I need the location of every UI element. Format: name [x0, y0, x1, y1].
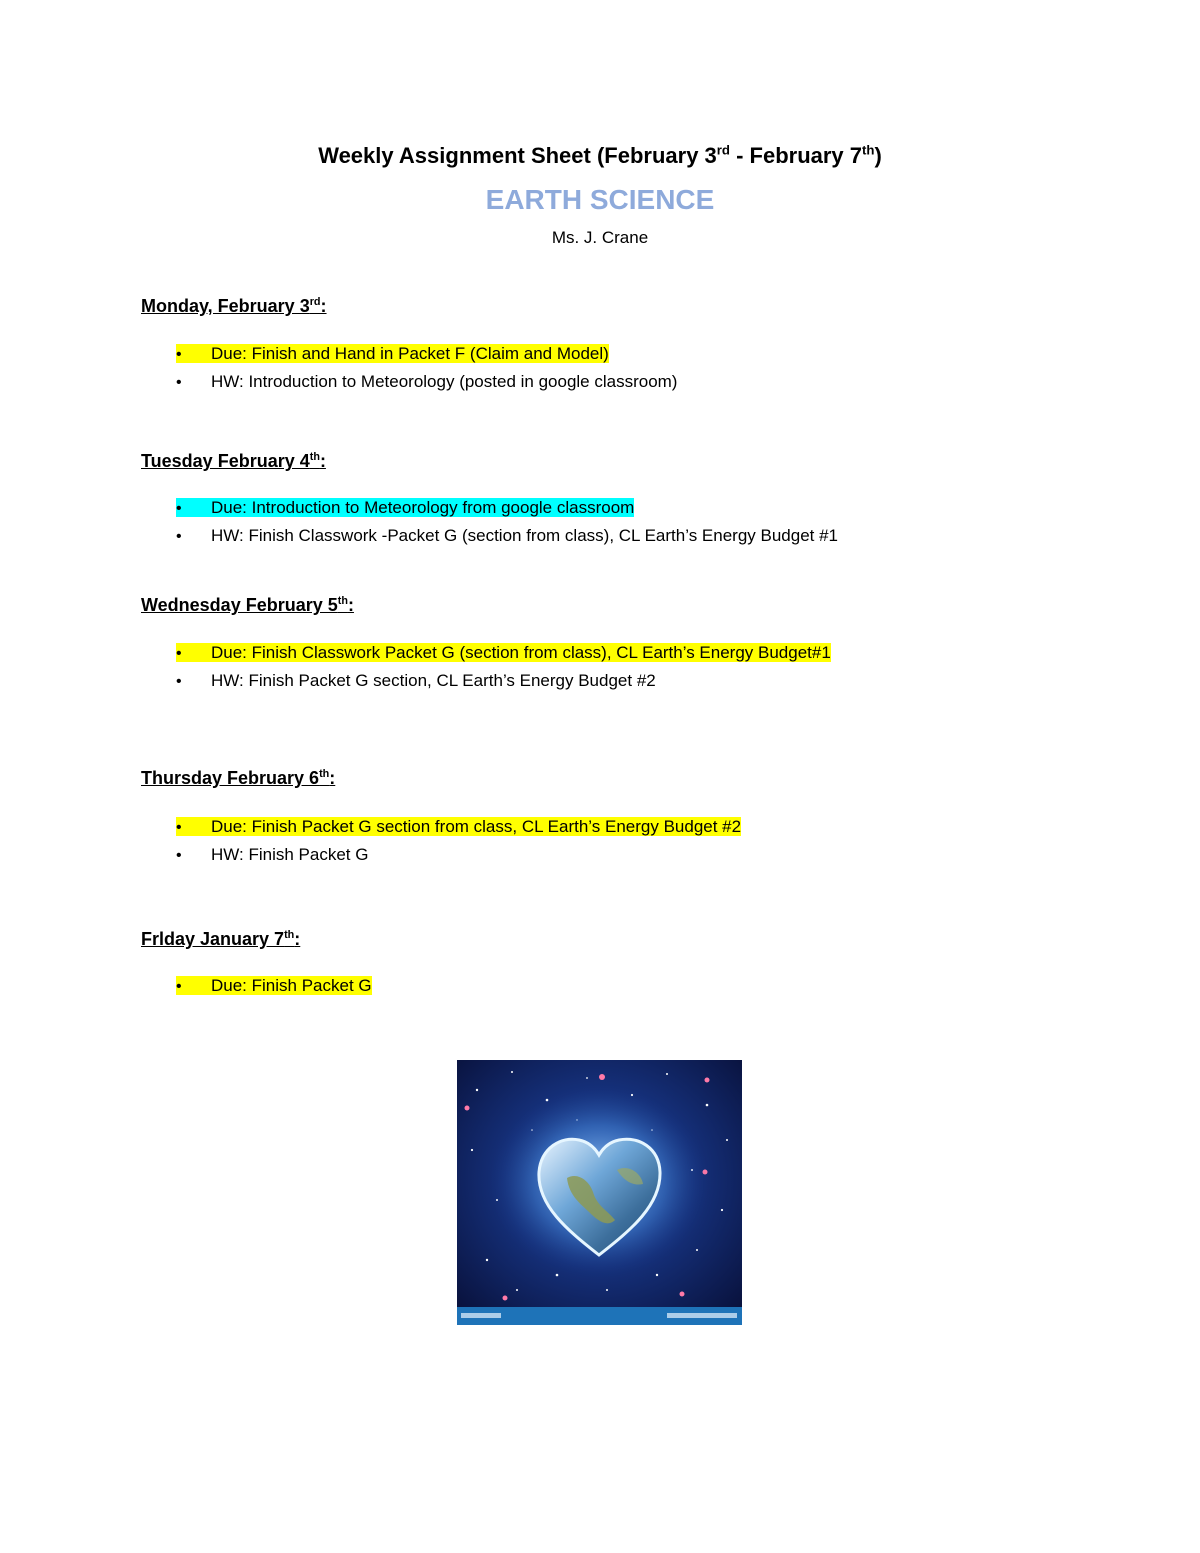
bullet-icon: • — [176, 819, 182, 836]
title-superscript-start: rd — [716, 142, 730, 158]
bullet-icon: • — [176, 528, 182, 545]
bullet-icon: • — [176, 346, 182, 363]
heart-earth-icon — [457, 1060, 742, 1325]
bullet-icon: • — [176, 978, 182, 995]
bullet-icon: • — [176, 645, 182, 662]
tuesday-due-item: • Due: Introduction to Meteorology from google classroom — [176, 494, 634, 522]
wednesday-due-item: • Due: Finish Classwork Packet G (section from class), CL Earth’s Energy Budget#1 — [176, 639, 831, 667]
monday-hw-item: • HW: Introduction to Meteorology (posted in google classroom) — [176, 368, 677, 396]
day-heading-wednesday: Wednesday February 5th: — [141, 595, 354, 615]
thursday-hw-item: • HW: Finish Packet G — [176, 841, 368, 869]
bullet-icon: • — [176, 847, 182, 864]
teacher-name: Ms. J. Crane — [551, 228, 649, 247]
title-text-middle: - February 7 — [729, 143, 863, 168]
wednesday-hw-item: • HW: Finish Packet G section, CL Earth’s Energy Budget #2 — [176, 667, 656, 695]
day-heading-monday: Monday, February 3rd: — [141, 296, 327, 316]
day-heading-tuesday: Tuesday February 4th: — [141, 451, 326, 471]
day-heading-friday: Frlday January 7th: — [141, 929, 301, 949]
friday-due-item: • Due: Finish Packet G — [176, 972, 372, 1000]
document-title — [0, 143, 1200, 169]
bullet-icon: • — [176, 500, 182, 517]
monday-due-item: • Due: Finish and Hand in Packet F (Claim and Model) — [176, 340, 609, 368]
bullet-icon: • — [176, 374, 182, 391]
heart-earth-image — [457, 1060, 742, 1325]
subject-heading: EARTH SCIENCE — [485, 184, 715, 215]
title-superscript-end: th — [862, 142, 875, 158]
title-text-end: ) — [874, 143, 882, 168]
bullet-icon: • — [176, 673, 182, 690]
tuesday-hw-item: • HW: Finish Classwork -Packet G (section from class), CL Earth’s Energy Budget #1 — [176, 522, 838, 550]
day-heading-thursday: Thursday February 6th: — [141, 768, 336, 788]
title-text: Weekly Assignment Sheet (February 3 — [318, 143, 717, 168]
thursday-due-item: • Due: Finish Packet G section from class, CL Earth’s Energy Budget #2 — [176, 813, 741, 841]
